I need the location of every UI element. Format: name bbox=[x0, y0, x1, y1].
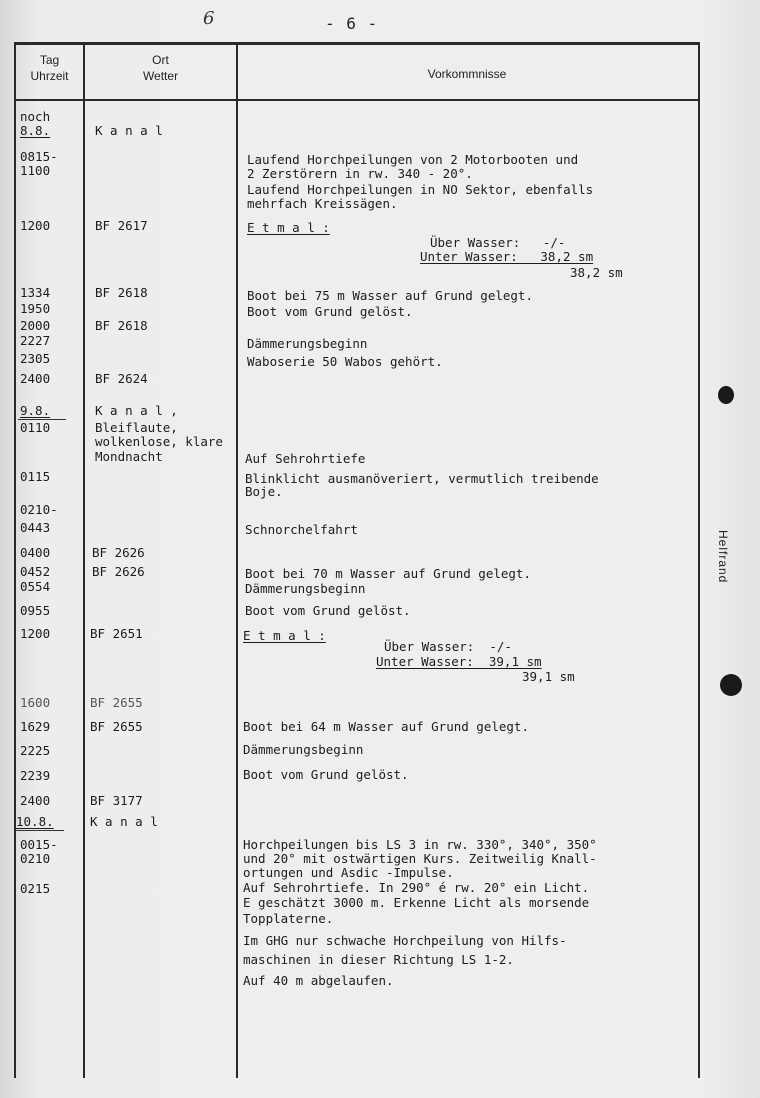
date-underline bbox=[16, 830, 64, 831]
table-header-rule bbox=[14, 99, 698, 101]
header-tag: Tag bbox=[39, 53, 60, 67]
log-entry: Dämmerungsbeginn bbox=[245, 581, 366, 596]
log-entry: Dämmerungsbeginn bbox=[243, 742, 364, 757]
handwritten-page-number: 6 bbox=[203, 8, 215, 29]
log-date: 9.8. bbox=[20, 403, 51, 418]
log-time: 0955 bbox=[20, 603, 51, 618]
log-entry: Dämmerungsbeginn bbox=[247, 336, 368, 351]
log-place: BF 2624 bbox=[95, 371, 148, 386]
table-top-rule bbox=[14, 42, 698, 45]
weather-note: wolkenlose, klare bbox=[95, 434, 223, 449]
log-time: 0210- bbox=[20, 502, 58, 517]
weather-note: Bleiflaute, bbox=[95, 420, 178, 435]
log-place: BF 3177 bbox=[90, 793, 143, 808]
log-entry: Boot vom Grund gelöst. bbox=[245, 603, 411, 618]
log-time: 0400 bbox=[20, 545, 51, 560]
log-time: 2227 bbox=[20, 333, 51, 348]
page-number: - 6 - bbox=[325, 14, 379, 33]
log-entry: Laufend Horchpeilungen von 2 Motorbooten und bbox=[247, 152, 579, 167]
log-time: 0210 bbox=[20, 851, 51, 866]
log-time: 0110 bbox=[20, 420, 51, 435]
log-time: 0452 bbox=[20, 564, 51, 579]
log-time: 1334 bbox=[20, 285, 51, 300]
log-time: 2305 bbox=[20, 351, 51, 366]
log-time: 0554 bbox=[20, 579, 51, 594]
log-entry: Boje. bbox=[245, 484, 283, 499]
log-time: 0115 bbox=[20, 469, 51, 484]
log-entry: Boot vom Grund gelöst. bbox=[243, 767, 409, 782]
log-time: 0015- bbox=[20, 837, 58, 852]
log-entry: Boot vom Grund gelöst. bbox=[247, 304, 413, 319]
log-entry: Auf Sehrohrtiefe bbox=[245, 451, 366, 466]
header-wetter: Wetter bbox=[142, 69, 179, 83]
header-uhrzeit: Uhrzeit bbox=[30, 69, 69, 83]
column-divider-1 bbox=[83, 45, 85, 1078]
punch-hole bbox=[720, 674, 742, 696]
log-time: 2400 bbox=[20, 793, 51, 808]
log-entry: ortungen und Asdic -Impulse. bbox=[243, 865, 454, 880]
log-time: 1100 bbox=[20, 163, 51, 178]
header-date-time bbox=[16, 52, 83, 84]
log-place: BF 2655 bbox=[90, 695, 143, 710]
log-entry: Im GHG nur schwache Horchpeilung von Hilfs- bbox=[243, 933, 567, 948]
log-place: BF 2655 bbox=[90, 719, 143, 734]
header-place-weather bbox=[85, 52, 236, 84]
log-entry: Boot bei 64 m Wasser auf Grund gelegt. bbox=[243, 719, 529, 734]
log-entry: Auf 40 m abgelaufen. bbox=[243, 973, 394, 988]
etmal-label: E t m a l : bbox=[243, 628, 326, 643]
weather-note: Mondnacht bbox=[95, 449, 163, 464]
log-entry: Boot bei 75 m Wasser auf Grund gelegt. bbox=[247, 288, 533, 303]
log-place: K a n a l bbox=[95, 123, 163, 138]
punch-hole bbox=[718, 386, 734, 404]
header-ort: Ort bbox=[152, 53, 169, 67]
etmal-under-water: Unter Wasser: 39,1 sm bbox=[376, 654, 542, 669]
log-entry: Auf Sehrohrtiefe. In 290° é rw. 20° ein Licht. bbox=[243, 880, 590, 895]
log-time: 1629 bbox=[20, 719, 51, 734]
log-place: BF 2617 bbox=[95, 218, 148, 233]
log-time: 2225 bbox=[20, 743, 51, 758]
log-entry: Boot bei 70 m Wasser auf Grund gelegt. bbox=[245, 566, 531, 581]
log-time: noch bbox=[20, 109, 51, 124]
log-date: 8.8. bbox=[20, 123, 51, 138]
log-place: BF 2626 bbox=[92, 545, 145, 560]
header-events: Vorkommnisse bbox=[427, 67, 507, 81]
log-time: 2000 bbox=[20, 318, 51, 333]
etmal-label: E t m a l : bbox=[247, 220, 330, 235]
log-time: 1600 bbox=[20, 695, 51, 710]
log-entry: Laufend Horchpeilungen in NO Sektor, ebenfalls bbox=[247, 182, 594, 197]
log-entry: und 20° mit ostwärtigen Kurs. Zeitweilig Knall- bbox=[243, 851, 597, 866]
log-entry: Blinklicht ausmanöveriert, vermutlich treibende bbox=[245, 471, 599, 486]
log-time: 0215 bbox=[20, 881, 51, 896]
log-time: 1200 bbox=[20, 218, 51, 233]
log-entry: E geschätzt 3000 m. Erkenne Licht als morsende bbox=[243, 895, 590, 910]
log-entry: maschinen in dieser Richtung LS 1-2. bbox=[243, 952, 514, 967]
log-place: K a n a l bbox=[90, 814, 158, 829]
column-divider-2 bbox=[236, 45, 238, 1078]
log-time: 2239 bbox=[20, 768, 51, 783]
log-place: BF 2618 bbox=[95, 285, 148, 300]
log-entry: Horchpeilungen bis LS 3 in rw. 330°, 340°, 350° bbox=[243, 837, 597, 852]
log-time: 2400 bbox=[20, 371, 51, 386]
log-entry: Topplaterne. bbox=[243, 911, 334, 926]
log-time: 0443 bbox=[20, 520, 51, 535]
log-entry: Waboserie 50 Wabos gehört. bbox=[247, 354, 443, 369]
log-place: BF 2618 bbox=[95, 318, 148, 333]
log-time: 0815- bbox=[20, 149, 58, 164]
log-place: BF 2651 bbox=[90, 626, 143, 641]
log-time: 1200 bbox=[20, 626, 51, 641]
log-place: K a n a l , bbox=[95, 403, 178, 418]
etmal-total: 38,2 sm bbox=[570, 265, 623, 280]
etmal-under-water: Unter Wasser: 38,2 sm bbox=[420, 249, 594, 264]
log-date: 10.8. bbox=[16, 814, 54, 829]
margin-note: Helfrand bbox=[716, 530, 730, 584]
etmal-above-water: Über Wasser: -/- bbox=[430, 235, 566, 250]
log-entry: mehrfach Kreissägen. bbox=[247, 196, 398, 211]
log-time: 1950 bbox=[20, 301, 51, 316]
log-entry: 2 Zerstörern in rw. 340 - 20°. bbox=[247, 166, 473, 181]
log-entry: Schnorchelfahrt bbox=[245, 522, 358, 537]
log-place: BF 2626 bbox=[92, 564, 145, 579]
etmal-total: 39,1 sm bbox=[522, 669, 575, 684]
etmal-above-water: Über Wasser: -/- bbox=[384, 639, 512, 654]
